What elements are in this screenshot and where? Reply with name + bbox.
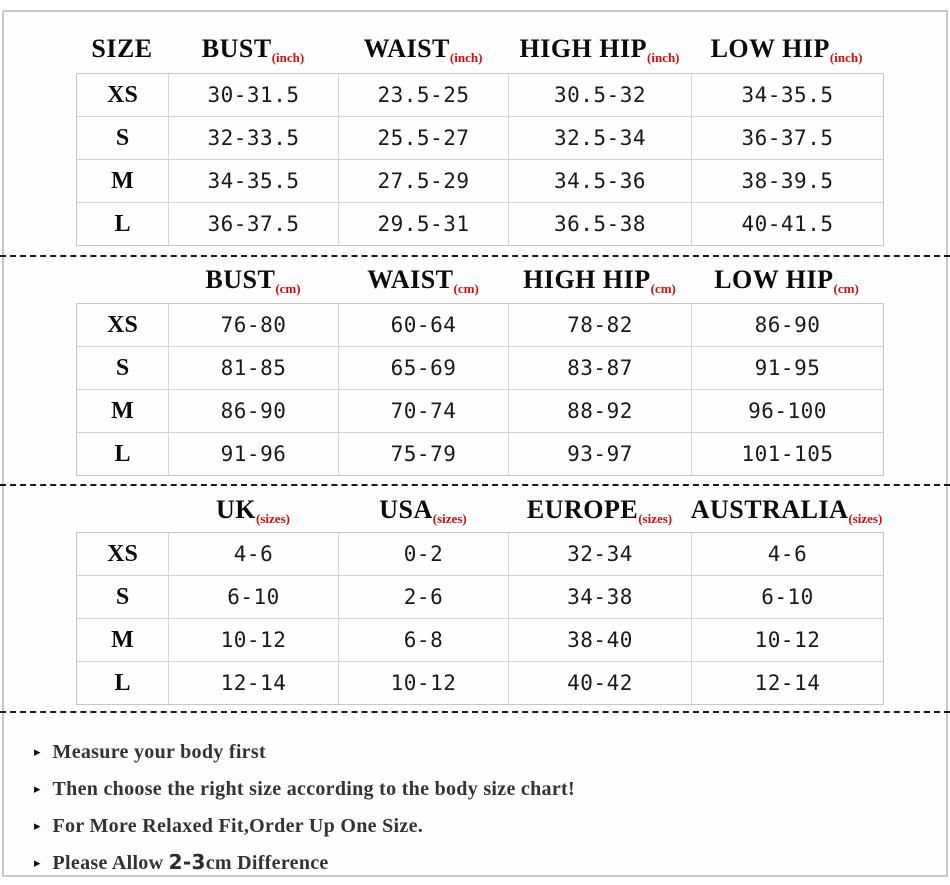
- inch-table: [76, 73, 884, 246]
- header-row-intl: [76, 493, 883, 526]
- table-row-l: [77, 203, 883, 245]
- size-cell: L: [77, 662, 169, 704]
- unit-label: (cm): [275, 281, 301, 296]
- unit-label: (inch): [271, 50, 305, 65]
- value-cell: 32-33.5: [169, 117, 339, 159]
- unit-label: (sizes): [638, 511, 673, 526]
- size-cell: M: [77, 390, 169, 432]
- size-cell: XS: [77, 533, 169, 575]
- header-label: USA: [379, 495, 433, 524]
- value-cell: 12-14: [754, 671, 821, 695]
- column-header-usa: [338, 493, 508, 526]
- size-cell: S: [77, 576, 169, 618]
- note-text-post: cm Difference: [205, 852, 329, 874]
- header-label: AUSTRALIA: [690, 495, 849, 524]
- note-text: [53, 850, 329, 875]
- value-cell: 83-87: [509, 347, 692, 389]
- table-row-l: [77, 433, 883, 475]
- table-row-xs: [77, 304, 883, 347]
- dashed-divider: [0, 255, 950, 257]
- value-cell: 0-2: [339, 533, 509, 575]
- value-cell: 86-90: [169, 390, 339, 432]
- header-label: HIGH HIP: [519, 34, 647, 63]
- header-label: UK: [216, 495, 257, 524]
- table-row-s: [77, 117, 883, 160]
- value-cell: 6-10: [761, 585, 814, 609]
- note-text-pre: Please Allow: [52, 852, 169, 874]
- size-cell: L: [77, 203, 169, 245]
- value-cell: 34-35.5: [169, 160, 339, 202]
- value-cell: 4-6: [767, 542, 808, 566]
- note-item: [34, 776, 946, 800]
- table-row-m: [77, 619, 883, 662]
- value-cell: 36.5-38: [509, 203, 692, 245]
- column-header-uk: [168, 493, 338, 526]
- column-header-europe: [508, 493, 691, 526]
- value-cell: 10-12: [754, 628, 821, 652]
- unit-label: (inch): [647, 50, 680, 65]
- note-text: [53, 739, 266, 764]
- dashed-divider: [0, 711, 950, 713]
- header-label: HIGH HIP: [523, 265, 651, 294]
- header-label: BUST: [205, 265, 276, 294]
- note-item: [34, 850, 946, 874]
- size-cell: S: [77, 117, 169, 159]
- value-cell: 34-38: [509, 576, 692, 618]
- size-cell: S: [77, 347, 169, 389]
- cm-table: [76, 303, 884, 476]
- table-row-l: [77, 662, 883, 704]
- header-label: LOW HIP: [714, 265, 834, 294]
- column-header-australia: [690, 493, 883, 526]
- column-header-size: [76, 32, 168, 62]
- value-cell: 6-10: [169, 576, 339, 618]
- header-label: EUROPE: [526, 495, 639, 524]
- value-cell: 60-64: [339, 304, 509, 346]
- column-header-highhip-inch: [508, 32, 691, 65]
- value-cell: 10-12: [339, 662, 509, 704]
- value-cell: 32-34: [509, 533, 692, 575]
- value-cell: 29.5-31: [339, 203, 509, 245]
- note-text: [53, 813, 424, 838]
- unit-label: (sizes): [432, 511, 467, 526]
- bullet-triangle-icon: ▸: [34, 781, 41, 796]
- value-cell: 30.5-32: [509, 74, 692, 116]
- value-cell: 81-85: [169, 347, 339, 389]
- value-cell: 4-6: [169, 533, 339, 575]
- value-cell: 6-8: [339, 619, 509, 661]
- value-cell: 76-80: [169, 304, 339, 346]
- unit-label: (sizes): [256, 511, 290, 526]
- value-cell: 2-6: [339, 576, 509, 618]
- note-item: [34, 813, 946, 837]
- size-cell: M: [77, 160, 169, 202]
- value-cell: 32.5-34: [509, 117, 692, 159]
- size-chart-panel: [2, 10, 948, 877]
- size-cell: L: [77, 433, 169, 475]
- header-row-cm: [76, 263, 882, 296]
- column-header-lowhip-inch: [691, 32, 882, 65]
- size-cell: XS: [77, 74, 169, 116]
- note-item: [34, 739, 946, 763]
- value-cell: 75-79: [339, 433, 509, 475]
- intl-table: [76, 532, 884, 705]
- note-text-pre: Measure your body first: [52, 741, 266, 763]
- bullet-triangle-icon: ▸: [34, 818, 41, 833]
- size-cell: M: [77, 619, 169, 661]
- header-label: WAIST: [367, 265, 454, 294]
- value-cell: 36-37.5: [741, 126, 834, 150]
- value-cell: 101-105: [741, 442, 834, 466]
- table-row-s: [77, 576, 883, 619]
- unit-label: (cm): [453, 281, 479, 296]
- header-label: BUST: [201, 34, 272, 63]
- value-cell: 34-35.5: [741, 83, 834, 107]
- column-header-empty: [76, 493, 168, 523]
- value-cell: 70-74: [339, 390, 509, 432]
- header-label: WAIST: [363, 34, 450, 63]
- value-cell: 38-40: [509, 619, 692, 661]
- value-cell: 30-31.5: [169, 74, 339, 116]
- value-cell: 10-12: [169, 619, 339, 661]
- note-text-em: 2-3: [168, 850, 206, 874]
- value-cell: 36-37.5: [169, 203, 339, 245]
- note-text-pre: Then choose the right size according to the body size chart!: [52, 778, 575, 800]
- column-header-empty: [76, 263, 168, 293]
- unit-label: (inch): [829, 50, 863, 65]
- unit-label: (cm): [650, 281, 676, 296]
- value-cell: 91-96: [169, 433, 339, 475]
- column-header-bust-inch: [168, 32, 338, 65]
- bullet-triangle-icon: ▸: [34, 744, 41, 759]
- value-cell: 40-41.5: [741, 212, 834, 236]
- header-label: LOW HIP: [710, 34, 830, 63]
- unit-label: (cm): [833, 281, 859, 296]
- size-cell: XS: [77, 304, 169, 346]
- column-header-highhip-cm: [508, 263, 691, 296]
- table-row-xs: [77, 533, 883, 576]
- table-row-s: [77, 347, 883, 390]
- unit-label: (inch): [449, 50, 483, 65]
- header-row-inch: [76, 32, 882, 65]
- table-row-m: [77, 160, 883, 203]
- table-row-m: [77, 390, 883, 433]
- value-cell: 40-42: [509, 662, 692, 704]
- value-cell: 78-82: [509, 304, 692, 346]
- value-cell: 65-69: [339, 347, 509, 389]
- note-text: [53, 776, 575, 801]
- value-cell: 88-92: [509, 390, 692, 432]
- unit-label: (sizes): [848, 511, 883, 526]
- value-cell: 91-95: [754, 356, 821, 380]
- table-row-xs: [77, 74, 883, 117]
- dashed-divider: [0, 484, 950, 486]
- column-header-lowhip-cm: [691, 263, 882, 296]
- value-cell: 93-97: [509, 433, 692, 475]
- value-cell: 38-39.5: [741, 169, 834, 193]
- column-header-waist-inch: [338, 32, 508, 65]
- value-cell: 23.5-25: [339, 74, 509, 116]
- value-cell: 96-100: [748, 399, 827, 423]
- column-header-bust-cm: [168, 263, 338, 296]
- size-header-label: SIZE: [91, 34, 153, 63]
- notes-section: [34, 739, 946, 874]
- bullet-triangle-icon: ▸: [34, 855, 41, 870]
- value-cell: 86-90: [754, 313, 821, 337]
- value-cell: 34.5-36: [509, 160, 692, 202]
- note-text-pre: For More Relaxed Fit,Order Up One Size.: [52, 815, 424, 837]
- value-cell: 25.5-27: [339, 117, 509, 159]
- column-header-waist-cm: [338, 263, 508, 296]
- value-cell: 12-14: [169, 662, 339, 704]
- value-cell: 27.5-29: [339, 160, 509, 202]
